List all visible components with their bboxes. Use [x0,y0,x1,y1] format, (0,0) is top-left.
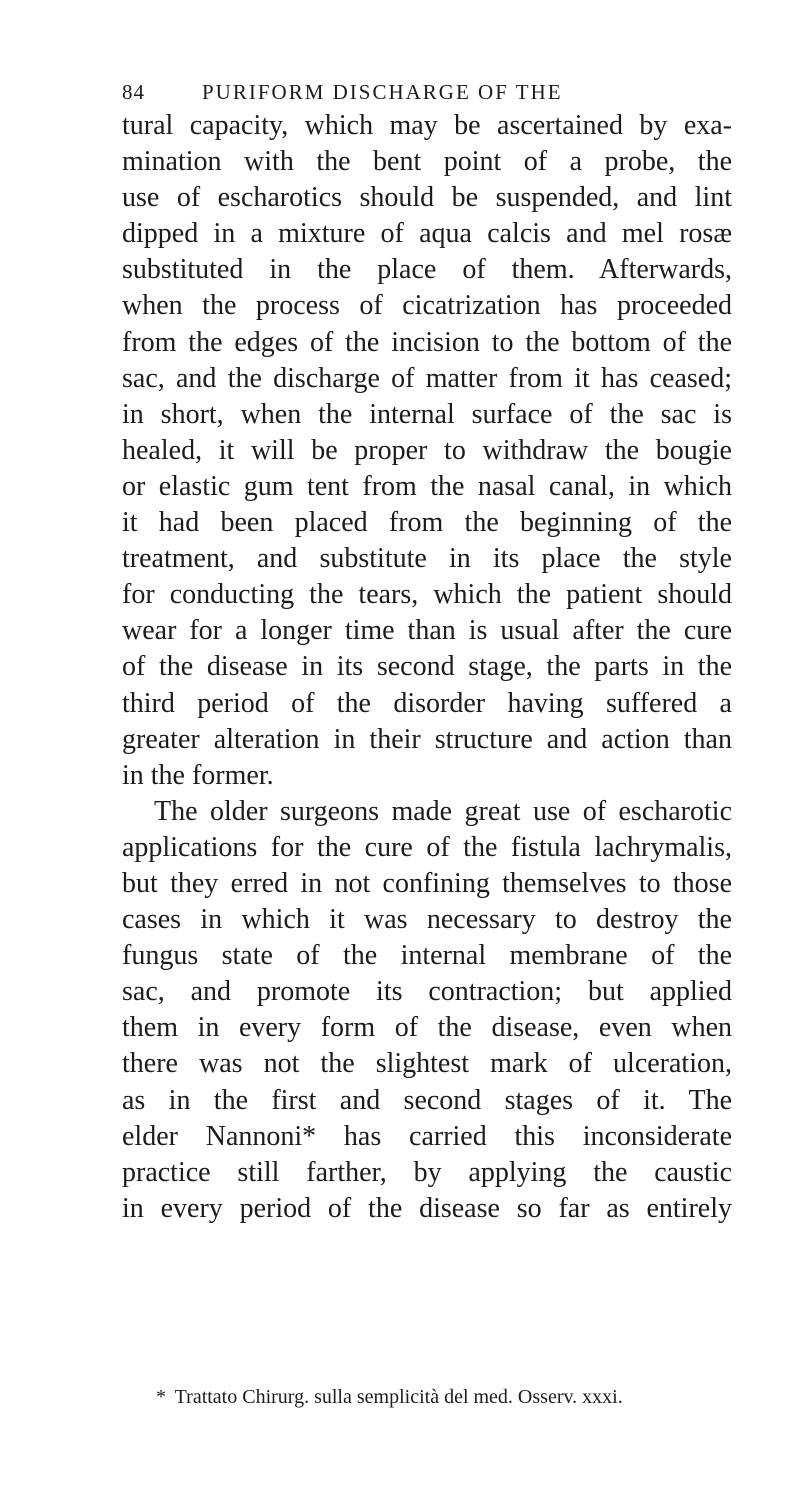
text-line: in the former. [122,759,274,791]
text-line: use of escharotics should be suspended, and lint [122,182,732,214]
footnote-text: Trattato Chirurg. sulla semplicità del med. Osserv. xxxi. [174,1386,623,1408]
text-line: tural capacity, which may be ascertained by exa- [122,110,732,141]
text-line: substituted in the place of them. Afterwards, [122,254,732,286]
text-line: as in the first and second stages of it. The [122,1084,732,1116]
text-line: sac, and the discharge of matter from it has ceased; [122,362,732,394]
text-line: greater alteration in their structure and action than [122,723,732,755]
text-line: third period of the disorder having suffered a [122,687,732,719]
text-line: in short, when the internal surface of the sac is [122,398,732,430]
text-line: applications for the cure of the fistula lachrymalis, [122,831,732,863]
running-head [122,80,732,108]
text-line: for conducting the tears, which the patient should [122,579,732,611]
text-line: or elastic gum tent from the nasal canal, in which [122,470,732,502]
text-line: when the process of cicatrization has proceeded [122,290,732,322]
text-line: from the edges of the incision to the bottom of the [122,326,732,358]
footnote [156,1384,716,1410]
text-line: wear for a longer time than is usual after the cure [122,615,732,647]
text-line: fungus state of the internal membrane of the [122,940,732,972]
text-line: practice still farther, by applying the caustic [122,1156,732,1188]
text-line: sac, and promote its contraction; but applied [122,976,732,1008]
text-line: it had been placed from the beginning of the [122,507,732,539]
text-line: but they erred in not confining themselves to those [122,867,732,899]
text-line: mination with the bent point of a probe, the [122,146,732,178]
text-line: elder Nannoni* has carried this inconsiderate [122,1120,732,1152]
text-line: in every period of the disease so far as entirely [122,1192,732,1224]
paragraph-start-line: The older surgeons made great use of escharotic [154,795,732,827]
body-text [122,108,732,1227]
text-line: treatment, and substitute in its place the style [122,543,732,575]
text-line: healed, it will be proper to withdraw the bougie [122,434,732,466]
text-line: there was not the slightest mark of ulceration, [122,1048,732,1080]
text-line: of the disease in its second stage, the parts in the [122,651,732,683]
text-line: dipped in a mixture of aqua calcis and mel rosæ [122,218,732,250]
page-number: 84 [122,80,145,104]
running-title: PURIFORM DISCHARGE OF THE [202,80,563,104]
text-line: cases in which it was necessary to destroy the [122,904,732,936]
text-line: them in every form of the disease, even when [122,1012,732,1044]
footnote-marker: * [156,1386,166,1408]
